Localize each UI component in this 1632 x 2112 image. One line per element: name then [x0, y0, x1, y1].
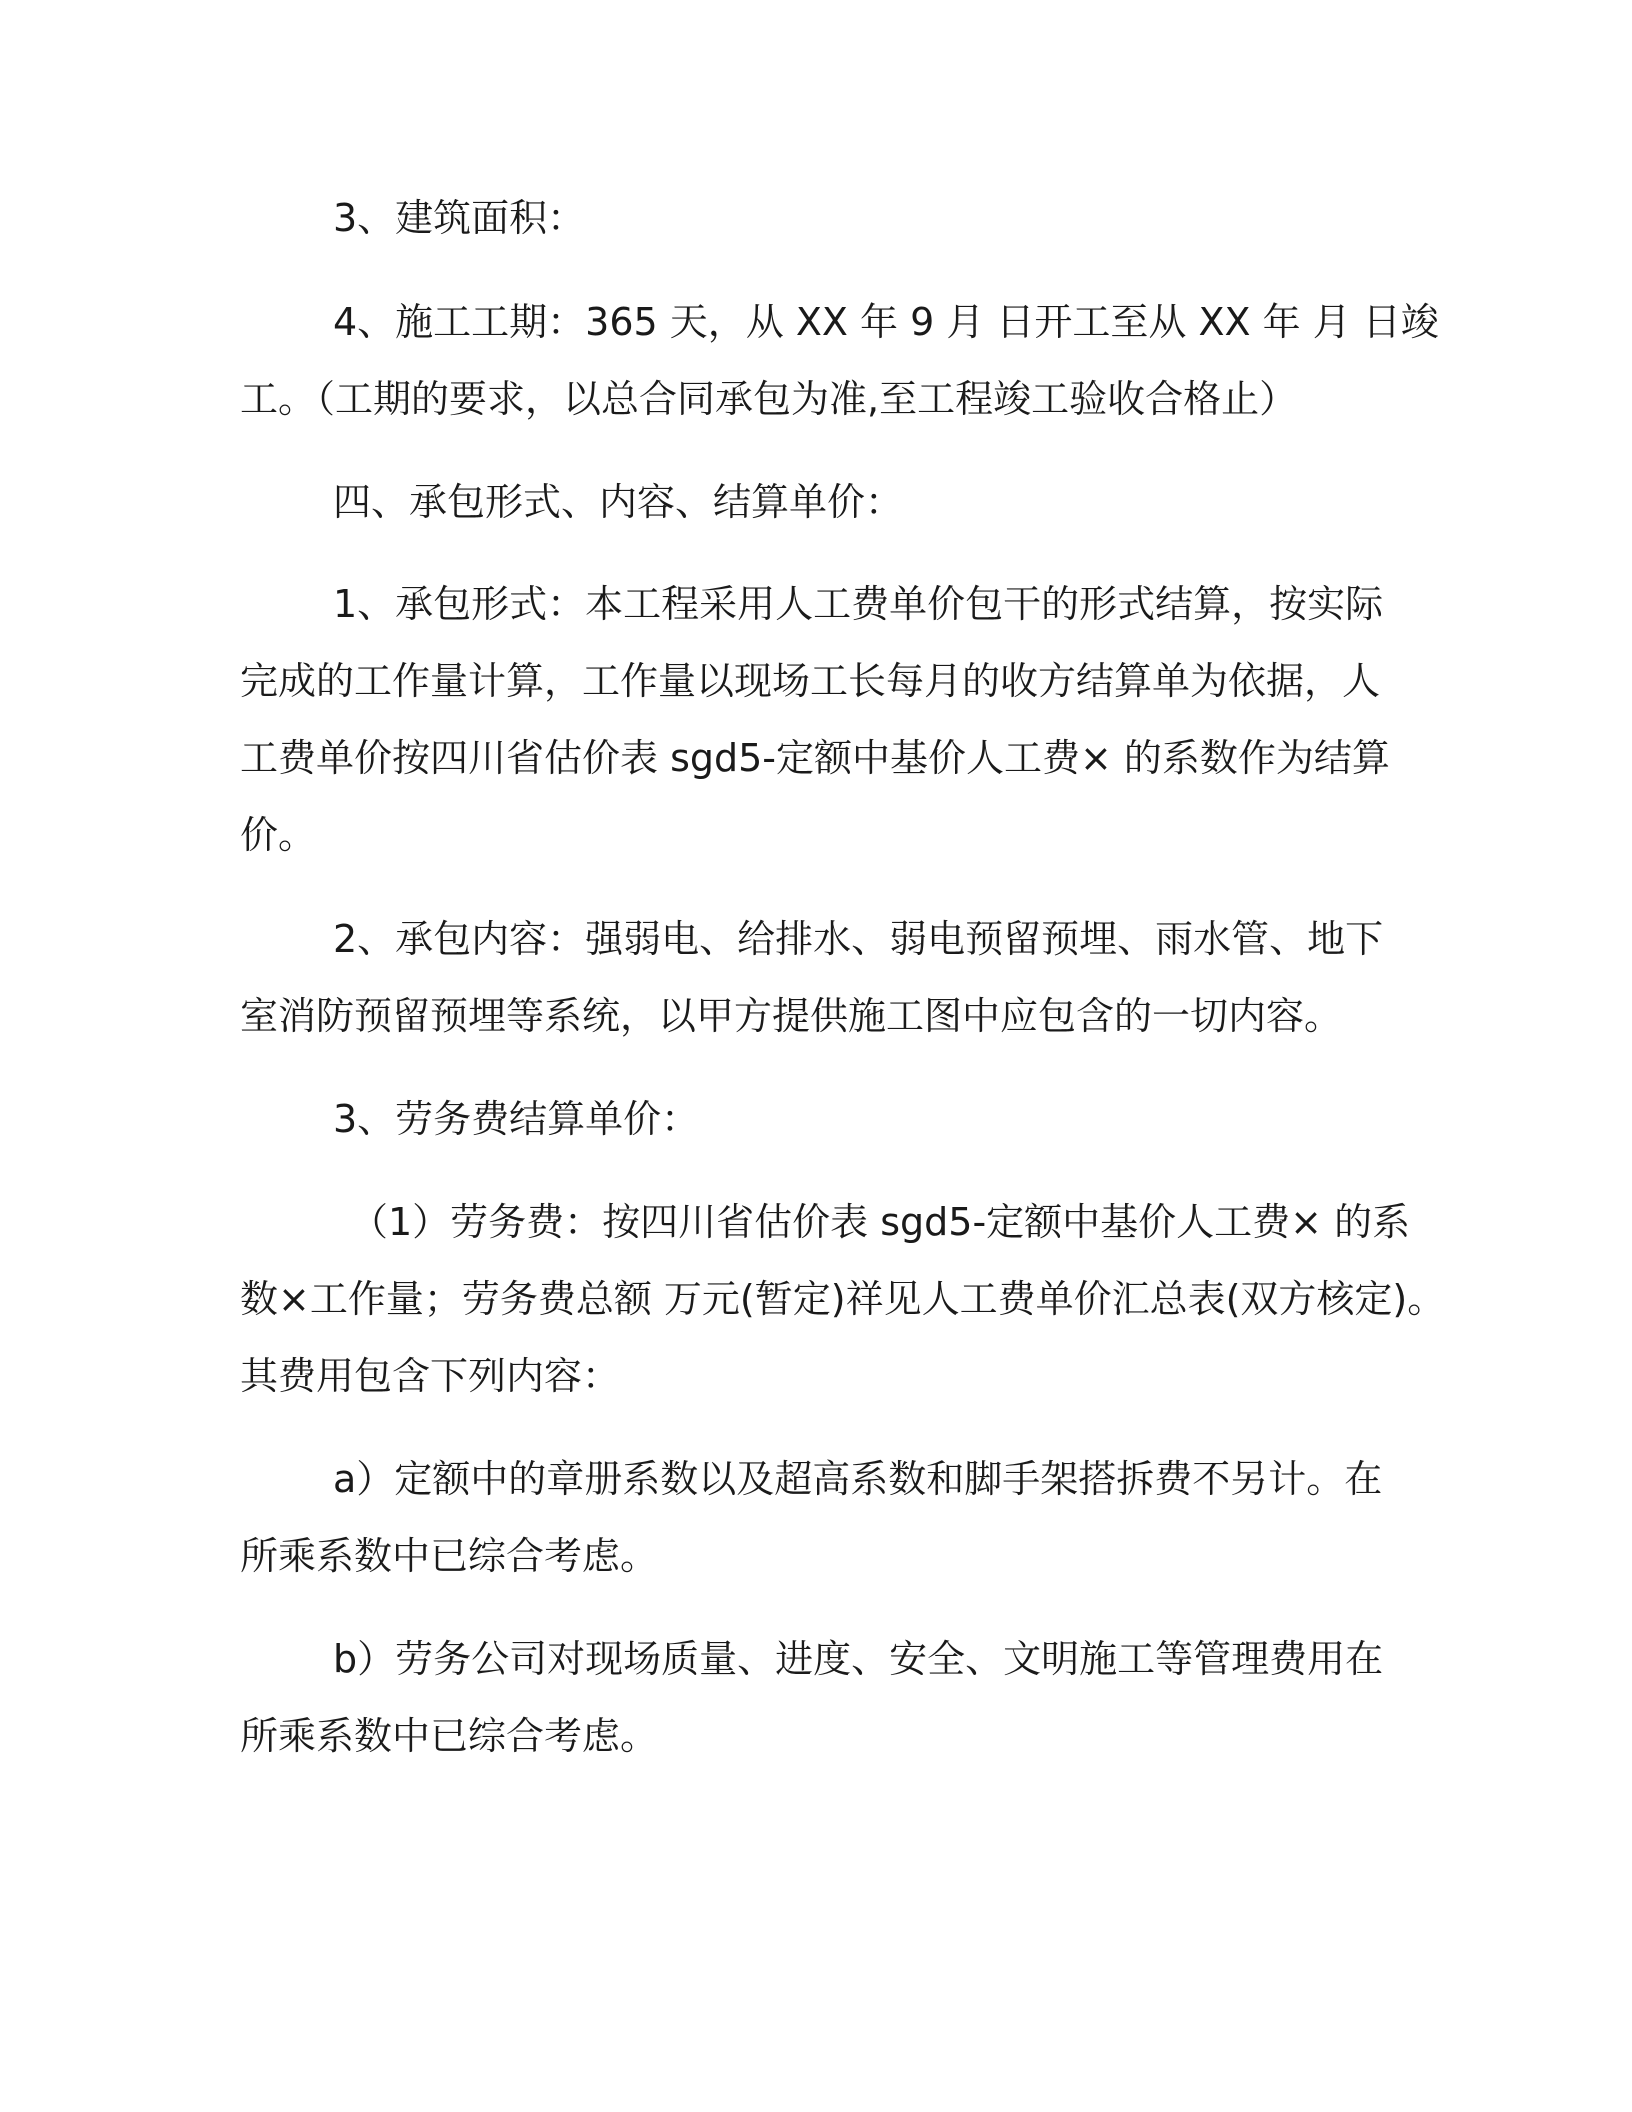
paragraph-item-b-line-1: b）劳务公司对现场质量、进度、安全、文明施工等管理费用在 [333, 1637, 1384, 1681]
paragraph-item-a-line-1: a）定额中的章册系数以及超高系数和脚手架搭拆费不另计。在 [333, 1457, 1383, 1501]
paragraph-contract-form-line-4: 价。 [240, 813, 317, 857]
paragraph-labor-fee-line-2: 数×工作量；劳务费总额 万元(暂定)祥见人工费单价汇总表(双方核定)。 [240, 1277, 1446, 1321]
section-heading-contract-form: 四、承包形式、内容、结算单价： [333, 480, 904, 524]
paragraph-contract-form-line-1: 1、承包形式：本工程采用人工费单价包干的形式结算，按实际 [333, 582, 1384, 626]
paragraph-item-a-line-2: 所乘系数中已综合考虑。 [240, 1534, 659, 1578]
paragraph-contract-form-line-2: 完成的工作量计算，工作量以现场工长每月的收方结算单为依据，人 [240, 659, 1381, 703]
paragraph-contract-form-line-3: 工费单价按四川省估价表 sgd5-定额中基价人工费× 的系数作为结算 [240, 736, 1390, 780]
paragraph-construction-period-line-2: 工。（工期的要求，以总合同承包为准,至工程竣工验收合格止） [240, 377, 1298, 421]
paragraph-construction-period-line-1: 4、施工工期：365 天，从 XX 年 9 月 日开工至从 XX 年 月 日竣 [333, 300, 1439, 344]
paragraph-labor-fee-line-1: （1）劳务费：按四川省估价表 sgd5-定额中基价人工费× 的系 [350, 1200, 1411, 1244]
paragraph-contract-content-line-1: 2、承包内容：强弱电、给排水、弱电预留预埋、雨水管、地下 [333, 917, 1384, 961]
paragraph-item-b-line-2: 所乘系数中已综合考虑。 [240, 1714, 659, 1758]
paragraph-labor-fee-heading: 3、劳务费结算单价： [333, 1097, 700, 1141]
paragraph-labor-fee-line-3: 其费用包含下列内容： [240, 1354, 621, 1398]
paragraph-contract-content-line-2: 室消防预留预埋等系统，以甲方提供施工图中应包含的一切内容。 [240, 994, 1343, 1038]
paragraph-building-area: 3、建筑面积： [333, 196, 586, 240]
